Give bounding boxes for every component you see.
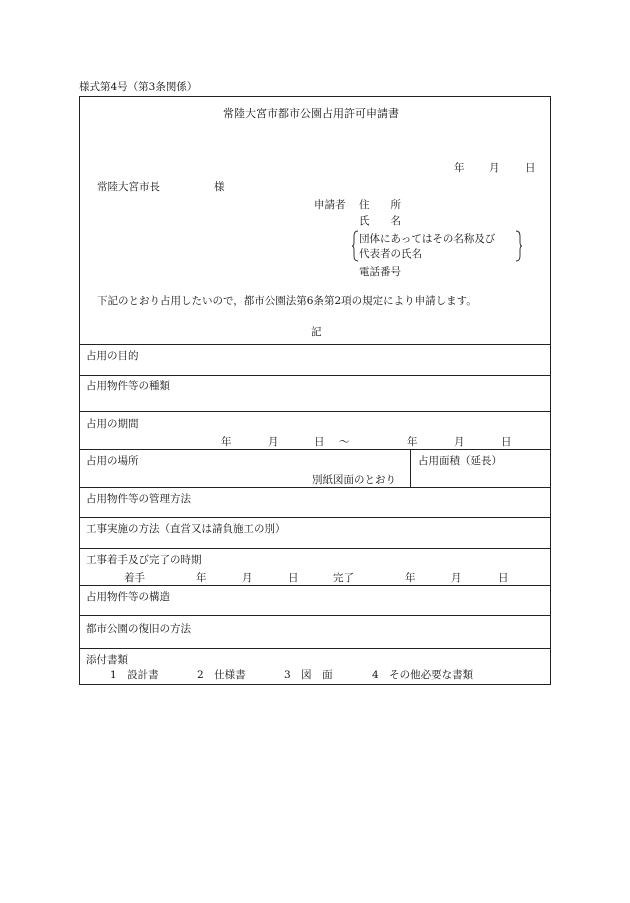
applicant-org-line2: 代表者の氏名 — [359, 248, 422, 260]
schedule-label: 工事着手及び完了の時期 — [86, 554, 202, 566]
end-month: 月 — [451, 572, 462, 584]
form-title: 常陸大宮市都市公園占用許可申請書 — [223, 107, 399, 120]
addressee-honorific: 様 — [214, 181, 225, 193]
row-divider — [80, 449, 550, 450]
date-month: 月 — [489, 162, 500, 174]
period-year2: 年 — [407, 436, 418, 448]
addressee-name: 常陸大宮市長 — [97, 181, 160, 193]
row-divider — [80, 344, 550, 345]
object-type-label: 占用物件等の種類 — [86, 380, 170, 392]
row-divider — [80, 375, 550, 376]
row-divider — [80, 585, 550, 586]
date-year: 年 — [454, 162, 465, 174]
attachment-2: 2 仕様書 — [197, 669, 246, 681]
start-month: 月 — [242, 572, 253, 584]
applicant-org-line1: 団体にあってはその名称及び — [359, 233, 496, 245]
period-tilde: ～ — [339, 436, 350, 448]
period-month2: 月 — [454, 436, 465, 448]
construction-method-label: 工事実施の方法（直営又は請負施工の別） — [86, 523, 286, 535]
row-divider — [80, 648, 550, 649]
statement-text: 下記のとおり占用したいので，都市公園法第6条第2項の規定により申請します。 — [97, 295, 477, 307]
period-day2: 日 — [501, 436, 512, 448]
place-note: 別紙図面のとおり — [312, 474, 396, 486]
row-divider — [80, 411, 550, 412]
start-year: 年 — [196, 572, 207, 584]
date-day: 日 — [525, 162, 536, 174]
start-day: 日 — [288, 572, 299, 584]
ki-heading: 記 — [311, 326, 322, 338]
attachments-label: 添付書類 — [86, 654, 128, 666]
period-day1: 日 — [314, 436, 325, 448]
attachment-1: 1 設計書 — [110, 669, 159, 681]
applicant-phone: 電話番号 — [359, 266, 401, 278]
management-label: 占用物件等の管理方法 — [86, 493, 191, 505]
applicant-label: 申請者 — [314, 199, 346, 211]
restoration-label: 都市公園の復旧の方法 — [86, 623, 191, 635]
end-label: 完了 — [333, 572, 354, 584]
application-form — [79, 96, 551, 685]
row-divider — [80, 548, 550, 549]
row-divider — [80, 487, 550, 488]
column-divider — [410, 449, 411, 487]
end-year: 年 — [405, 572, 416, 584]
place-label: 占用の場所 — [86, 455, 139, 467]
period-year1: 年 — [221, 436, 232, 448]
attachment-3: 3 図 面 — [284, 669, 333, 681]
applicant-name: 氏 名 — [359, 215, 401, 227]
row-divider — [80, 615, 550, 616]
row-divider — [80, 517, 550, 518]
attachment-4: 4 その他必要な書類 — [372, 669, 474, 681]
end-day: 日 — [498, 572, 509, 584]
start-label: 着手 — [124, 572, 145, 584]
form-number: 様式第4号（第3条関係） — [79, 81, 198, 93]
period-month1: 月 — [268, 436, 279, 448]
structure-label: 占用物件等の構造 — [86, 591, 170, 603]
area-label: 占用面積（延長） — [418, 455, 502, 467]
period-label: 占用の期間 — [86, 418, 139, 430]
purpose-label: 占用の目的 — [86, 350, 139, 362]
applicant-address: 住 所 — [359, 199, 401, 211]
